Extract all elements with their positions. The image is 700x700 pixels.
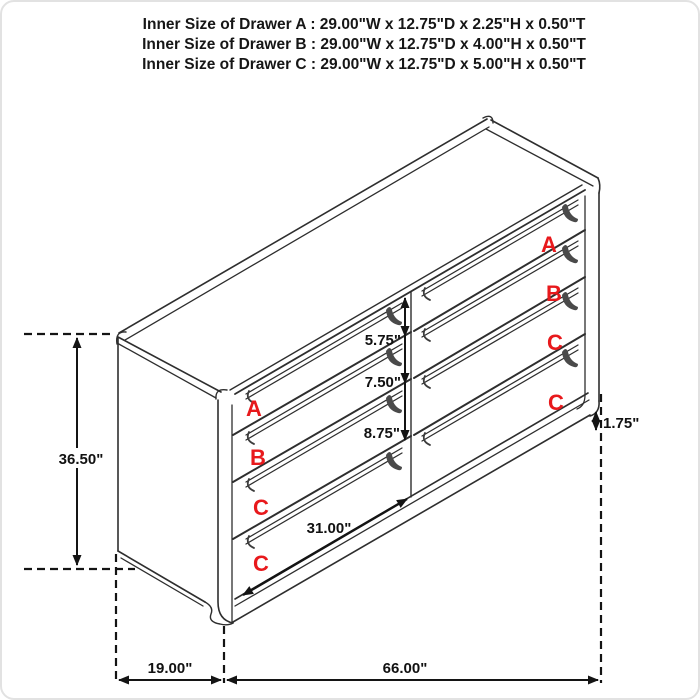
drawer-b-height-text: 7.50" <box>364 374 401 391</box>
width-dimension-text: 66.00" <box>382 660 428 677</box>
opening-width-text: 31.00" <box>306 520 352 537</box>
depth-dimension-text: 19.00" <box>147 660 193 677</box>
left-drawer-c-label: C <box>253 495 269 520</box>
dresser-dimension-diagram <box>2 2 700 700</box>
drawer-pull-grooves <box>246 200 578 544</box>
base-height-text: 1.75" <box>603 415 640 432</box>
right-drawer-a-label: A <box>541 232 557 257</box>
dresser-stiles <box>218 193 599 623</box>
base-height-dimension <box>596 412 639 432</box>
height-dimension-text: 36.50" <box>58 451 104 468</box>
left-drawer-c2-label: C <box>253 551 269 576</box>
drawer-height-dimensions <box>364 298 405 442</box>
footprint-dimensions <box>119 660 598 680</box>
dresser-left-panel <box>118 338 233 625</box>
right-drawer-c-label: C <box>547 330 563 355</box>
drawer-c-height-text: 8.75" <box>363 425 400 442</box>
drawer-b-size-text: Inner Size of Drawer B : 29.00"W x 12.75"D x 4.00"H x 0.50"T <box>142 36 586 53</box>
left-drawer-a-label: A <box>246 396 262 421</box>
left-drawer-b-label: B <box>250 445 266 470</box>
drawer-divisions <box>233 230 585 539</box>
drawer-a-size-text: Inner Size of Drawer A : 29.00"W x 12.75"D x 2.25"H x 0.50"T <box>142 16 586 33</box>
dresser-top <box>117 116 600 399</box>
right-drawer-c2-label: C <box>548 390 564 415</box>
height-dimension <box>54 338 109 565</box>
drawer-a-height-text: 5.75" <box>364 332 401 349</box>
dresser-drawing <box>117 116 600 624</box>
drawer-c-size-text: Inner Size of Drawer C : 29.00"W x 12.75"D x 5.00"H x 0.50"T <box>142 56 586 73</box>
right-drawer-b-label: B <box>546 281 562 306</box>
